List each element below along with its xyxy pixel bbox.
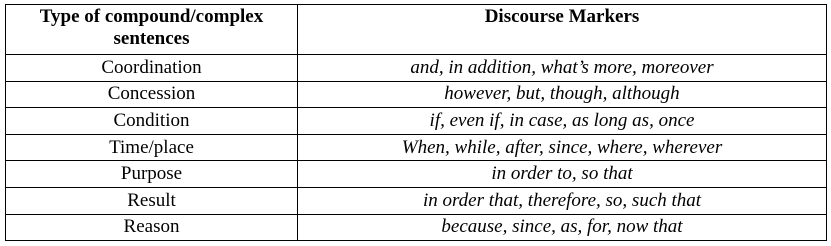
table-row — [6, 81, 827, 108]
header-type: Type of compound/complex sentences — [6, 5, 298, 55]
table-row — [6, 134, 827, 161]
header-row — [6, 5, 827, 55]
cell-type: Result — [6, 187, 298, 214]
header-markers: Discourse Markers — [298, 5, 827, 55]
cell-markers: and, in addition, what’s more, moreover — [298, 55, 827, 82]
cell-markers: When, while, after, since, where, wherever — [298, 134, 827, 161]
cell-type: Time/place — [6, 134, 298, 161]
table-body — [6, 55, 827, 241]
table-row — [6, 187, 827, 214]
table-row — [6, 108, 827, 135]
cell-type: Coordination — [6, 55, 298, 82]
cell-markers: if, even if, in case, as long as, once — [298, 108, 827, 135]
discourse-markers-table — [5, 4, 827, 241]
cell-markers: in order that, therefore, so, such that — [298, 187, 827, 214]
cell-markers: in order to, so that — [298, 161, 827, 188]
cell-type: Purpose — [6, 161, 298, 188]
table-row — [6, 214, 827, 241]
table-row — [6, 161, 827, 188]
table-row — [6, 55, 827, 82]
table-container — [5, 4, 826, 241]
cell-type: Concession — [6, 81, 298, 108]
table-header — [6, 5, 827, 55]
cell-type: Condition — [6, 108, 298, 135]
cell-markers: because, since, as, for, now that — [298, 214, 827, 241]
cell-markers: however, but, though, although — [298, 81, 827, 108]
cell-type: Reason — [6, 214, 298, 241]
